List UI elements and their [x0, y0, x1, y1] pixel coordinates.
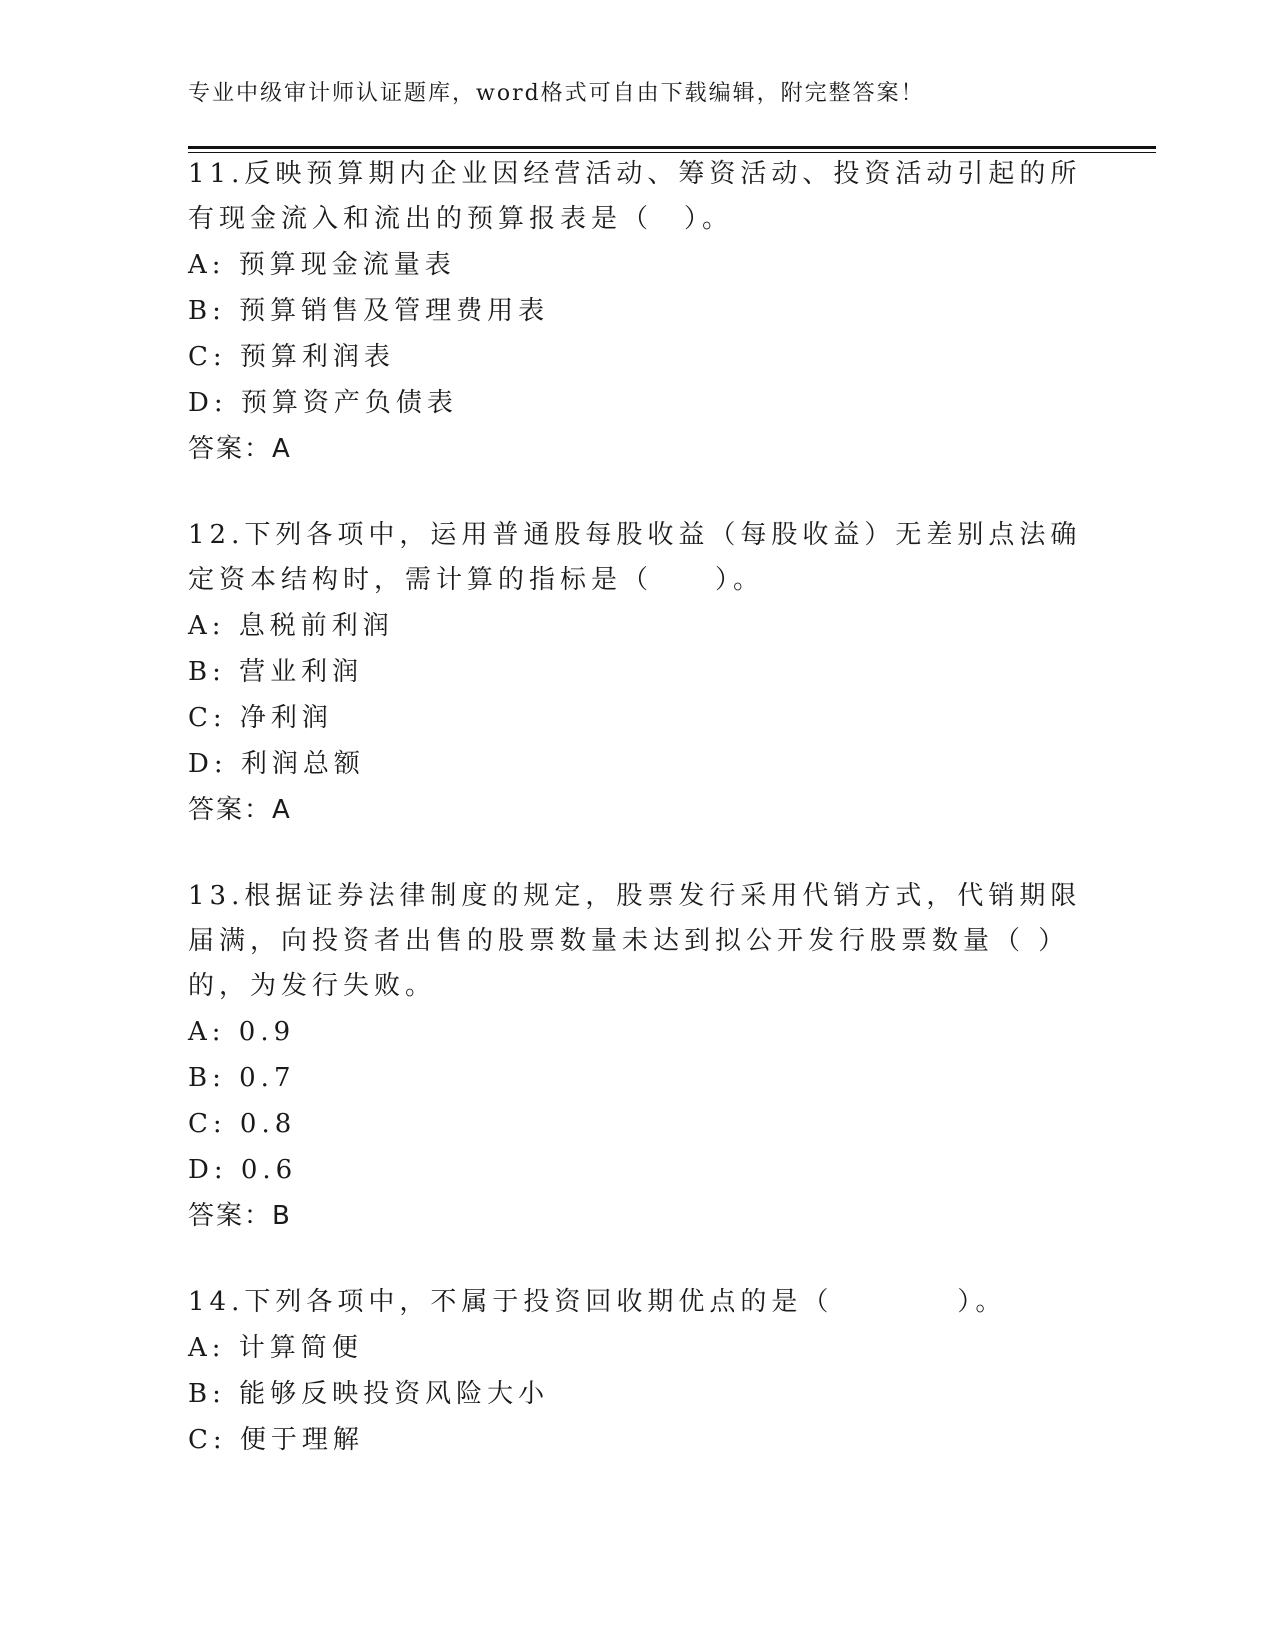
question-stem: 13.根据证券法律制度的规定，股票发行采用代销方式，代销期限届满，向投资者出售的股票数量未达到拟公开发行股票数量（ ）的，为发行失败。	[188, 881, 1082, 1001]
option-c: C: 预算利润表	[188, 342, 395, 372]
option-b: B: 营业利润	[188, 657, 364, 687]
question-stem: 11.反映预算期内企业因经营活动、筹资活动、投资活动引起的所有现金流入和流出的预算报表是（ ）。	[188, 159, 1082, 234]
option-d: D: 预算资产负债表	[188, 388, 458, 418]
header-rule-thick	[188, 146, 1156, 149]
answer: 答案：B	[188, 1201, 292, 1231]
question-stem: 14.下列各项中，不属于投资回收期优点的是（ ）。	[188, 1287, 1007, 1317]
option-b: B: 预算销售及管理费用表	[188, 296, 550, 326]
option-c: C: 便于理解	[188, 1425, 364, 1455]
option-a: A: 计算简便	[188, 1333, 363, 1363]
option-d: D: 利润总额	[188, 749, 365, 779]
question-12	[188, 513, 1088, 833]
option-d: D: 0.6	[188, 1155, 298, 1185]
question-13	[188, 874, 1088, 1239]
option-a: A: 0.9	[188, 1017, 296, 1047]
option-a: A: 预算现金流量表	[188, 250, 456, 280]
option-c: C: 净利润	[188, 703, 333, 733]
question-11	[188, 152, 1088, 472]
option-b: B: 能够反映投资风险大小	[188, 1379, 550, 1409]
option-c: C: 0.8	[188, 1109, 297, 1139]
answer: 答案：A	[188, 434, 292, 464]
question-14	[188, 1280, 1088, 1463]
page-header: 专业中级审计师认证题库，word格式可自由下载编辑，附完整答案！	[188, 81, 925, 106]
option-a: A: 息税前利润	[188, 611, 394, 641]
question-stem: 12.下列各项中，运用普通股每股收益（每股收益）无差别点法确定资本结构时，需计算的指标是（ ）。	[188, 520, 1082, 595]
option-b: B: 0.7	[188, 1063, 296, 1093]
answer: 答案：A	[188, 795, 292, 825]
